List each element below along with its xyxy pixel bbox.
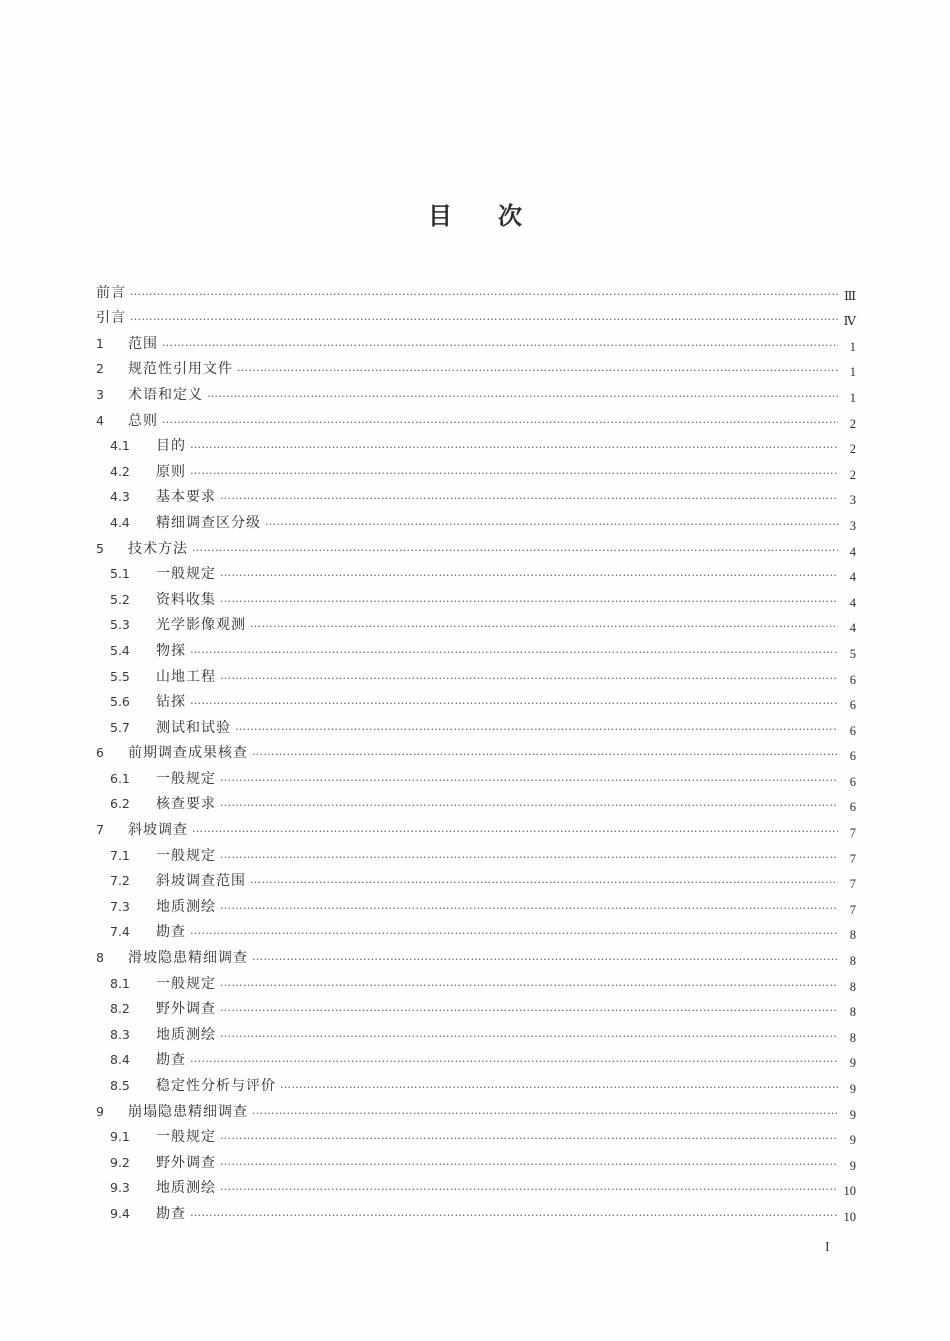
toc-entry-number: 5.4 <box>110 642 130 658</box>
toc-entry-label: 引言 <box>96 310 126 327</box>
dot-leader <box>192 541 838 557</box>
toc-entry-number: 4.1 <box>110 438 130 454</box>
dot-leader <box>237 361 838 377</box>
toc-entry[interactable] <box>96 660 856 686</box>
toc-entry-page: 4 <box>849 621 856 636</box>
toc-entry-number: 4 <box>96 412 104 428</box>
toc-entry-label: 一般规定 <box>156 1129 216 1146</box>
toc-entry-label: 一般规定 <box>156 770 216 787</box>
toc-entry[interactable] <box>96 762 856 788</box>
toc-entry-label: 地质测绘 <box>156 1026 216 1043</box>
dot-leader <box>220 1129 838 1145</box>
toc-entry-label: 技术方法 <box>128 540 188 557</box>
toc-entry[interactable] <box>96 634 856 660</box>
dot-leader <box>207 387 838 403</box>
toc-entry[interactable] <box>96 1018 856 1044</box>
toc-entry-label: 地质测绘 <box>156 1180 216 1197</box>
toc-entry-page: 7 <box>849 877 856 892</box>
toc-entry-page: 4 <box>849 595 856 610</box>
toc-entry[interactable] <box>96 302 856 328</box>
toc-entry[interactable] <box>96 1197 856 1223</box>
toc-entry[interactable] <box>96 481 856 507</box>
toc-entry-label: 斜坡调查范围 <box>156 873 246 890</box>
table-of-contents <box>96 276 856 1223</box>
dot-leader <box>220 566 838 582</box>
toc-entry[interactable] <box>96 506 856 532</box>
toc-entry-number: 7.4 <box>110 924 130 940</box>
dot-leader <box>190 694 838 710</box>
dot-leader <box>220 1027 838 1043</box>
dot-leader <box>220 489 838 505</box>
toc-entry-number: 5.6 <box>110 694 130 710</box>
toc-entry-label: 滑坡隐患精细调查 <box>128 950 248 967</box>
dot-leader <box>190 438 838 454</box>
title-char-1: 目 <box>428 202 452 230</box>
toc-entry-number: 1 <box>96 335 104 351</box>
toc-entry-number: 4.3 <box>110 489 130 505</box>
toc-entry-page: 9 <box>849 1082 856 1096</box>
toc-entry-page: 10 <box>843 1209 856 1224</box>
toc-entry[interactable] <box>96 993 856 1019</box>
toc-entry-page: 6 <box>849 800 856 815</box>
dot-leader <box>250 617 838 633</box>
toc-entry[interactable] <box>96 1044 856 1070</box>
toc-entry-label: 山地工程 <box>156 668 216 685</box>
page-title <box>0 196 950 231</box>
toc-entry-label: 范围 <box>128 335 158 352</box>
dot-leader <box>220 669 838 685</box>
toc-entry-label: 崩塌隐患精细调查 <box>128 1103 248 1120</box>
toc-entry-page: 1 <box>849 390 856 405</box>
toc-entry-number: 6 <box>96 745 104 761</box>
dot-leader <box>220 796 838 812</box>
toc-entry-page: 7 <box>849 826 856 841</box>
toc-entry[interactable] <box>96 378 856 404</box>
dot-leader <box>252 950 838 966</box>
toc-entry-number: 7.2 <box>110 873 130 889</box>
toc-entry-page: 9 <box>849 1056 856 1071</box>
toc-entry-page: 8 <box>849 928 856 943</box>
toc-entry-label: 目的 <box>156 438 186 455</box>
toc-entry-label: 前期调查成果核查 <box>128 745 248 762</box>
dot-leader <box>265 515 838 531</box>
toc-entry-page: 5 <box>849 646 856 661</box>
toc-entry[interactable] <box>96 916 856 942</box>
toc-entry-number: 8 <box>96 950 104 966</box>
toc-entry-page: 7 <box>849 851 856 866</box>
toc-entry[interactable] <box>96 430 856 456</box>
toc-entry-page: 7 <box>849 902 856 917</box>
toc-entry-label: 总则 <box>128 412 158 429</box>
dot-leader <box>192 822 838 838</box>
toc-entry-page: Ⅳ <box>843 314 856 329</box>
toc-entry-page: 6 <box>849 723 856 738</box>
toc-entry-number: 9.3 <box>110 1180 130 1196</box>
toc-entry-page: 8 <box>849 1005 856 1020</box>
toc-entry-page: 8 <box>849 1030 856 1045</box>
toc-entry[interactable] <box>96 865 856 891</box>
page-number: I <box>825 1240 830 1255</box>
toc-entry-number: 4.4 <box>110 514 130 530</box>
toc-entry[interactable] <box>96 327 856 353</box>
toc-entry-page: Ⅲ <box>843 288 856 303</box>
toc-entry-label: 核查要求 <box>156 796 216 813</box>
toc-entry-page: 9 <box>849 1107 856 1122</box>
toc-entry-page: 1 <box>849 339 856 354</box>
toc-entry[interactable] <box>96 711 856 737</box>
toc-entry-label: 一般规定 <box>156 566 216 583</box>
toc-entry[interactable] <box>96 686 856 712</box>
toc-entry-label: 资料收集 <box>156 591 216 608</box>
toc-entry-label: 物探 <box>156 642 186 659</box>
toc-entry-label: 精细调查区分级 <box>156 514 261 531</box>
toc-entry-label: 勘查 <box>156 1205 186 1222</box>
toc-entry-page: 3 <box>849 518 856 533</box>
toc-entry-label: 基本要求 <box>156 489 216 506</box>
toc-entry-number: 5.5 <box>110 668 130 684</box>
dot-leader <box>190 1052 838 1068</box>
toc-entry-page: 6 <box>849 672 856 687</box>
toc-entry-page: 3 <box>849 493 856 508</box>
toc-entry-label: 钻探 <box>156 694 186 711</box>
dot-leader <box>220 976 838 992</box>
toc-entry-number: 7.3 <box>110 898 130 914</box>
dot-leader <box>190 1206 838 1222</box>
dot-leader <box>250 873 838 889</box>
toc-entry[interactable] <box>96 1146 856 1172</box>
toc-entry-number: 9.4 <box>110 1205 130 1221</box>
toc-entry[interactable] <box>96 532 856 558</box>
toc-entry[interactable] <box>96 1069 856 1095</box>
toc-entry[interactable] <box>96 1095 856 1121</box>
dot-leader <box>130 310 838 326</box>
toc-entry-label: 野外调查 <box>156 1154 216 1171</box>
toc-entry-page: 2 <box>849 416 856 431</box>
toc-entry-number: 3 <box>96 386 104 402</box>
toc-entry-label: 一般规定 <box>156 975 216 992</box>
dot-leader <box>280 1078 838 1094</box>
toc-entry[interactable] <box>96 890 856 916</box>
toc-entry-number: 5.1 <box>110 566 130 582</box>
dot-leader <box>252 745 838 761</box>
toc-entry[interactable] <box>96 941 856 967</box>
toc-entry-page: 10 <box>843 1184 856 1199</box>
toc-entry-number: 5.3 <box>110 617 130 633</box>
toc-entry-number: 2 <box>96 361 104 377</box>
dot-leader <box>220 771 838 787</box>
toc-entry-number: 8.3 <box>110 1026 130 1042</box>
toc-entry-page: 4 <box>849 570 856 585</box>
toc-entry-label: 一般规定 <box>156 847 216 864</box>
toc-entry-number: 5 <box>96 540 104 556</box>
toc-entry-label: 原则 <box>156 463 186 480</box>
toc-entry-number: 8.4 <box>110 1052 130 1068</box>
dot-leader <box>190 464 838 480</box>
toc-entry-label: 光学影像观测 <box>156 617 246 634</box>
toc-entry-page: 6 <box>849 698 856 713</box>
dot-leader <box>190 643 838 659</box>
toc-entry[interactable] <box>96 1121 856 1147</box>
toc-entry[interactable] <box>96 813 856 839</box>
toc-entry-number: 6.2 <box>110 796 130 812</box>
toc-entry-number: 9.1 <box>110 1129 130 1145</box>
toc-entry-label: 前言 <box>96 284 126 301</box>
toc-entry-number: 5.2 <box>110 591 130 607</box>
dot-leader <box>162 336 838 352</box>
toc-entry-label: 稳定性分析与评价 <box>156 1078 276 1094</box>
toc-entry[interactable] <box>96 583 856 609</box>
toc-entry-page: 8 <box>849 979 856 994</box>
dot-leader <box>252 1104 838 1120</box>
toc-entry[interactable] <box>96 276 856 302</box>
toc-entry-number: 7.1 <box>110 847 130 863</box>
dot-leader <box>220 592 838 608</box>
toc-entry-label: 测试和试验 <box>156 719 231 736</box>
toc-entry-number: 6.1 <box>110 770 130 786</box>
toc-entry-label: 规范性引用文件 <box>128 361 233 378</box>
toc-entry-label: 斜坡调查 <box>128 822 188 839</box>
toc-entry-label: 勘查 <box>156 1052 186 1069</box>
toc-entry[interactable] <box>96 1172 856 1198</box>
dot-leader <box>235 720 838 736</box>
dot-leader <box>220 1155 838 1171</box>
toc-entry-number: 9.2 <box>110 1154 130 1170</box>
dot-leader <box>162 413 838 429</box>
toc-entry-label: 野外调查 <box>156 1001 216 1018</box>
toc-entry-page: 1 <box>849 365 856 380</box>
dot-leader <box>220 848 838 864</box>
toc-entry[interactable] <box>96 353 856 379</box>
toc-entry-label: 术语和定义 <box>128 386 203 403</box>
title-char-2: 次 <box>498 202 522 230</box>
dot-leader <box>220 899 838 915</box>
dot-leader <box>220 1001 838 1017</box>
toc-entry[interactable] <box>96 737 856 763</box>
toc-entry-number: 4.2 <box>110 463 130 479</box>
toc-entry-number: 9 <box>96 1103 104 1119</box>
toc-entry-page: 6 <box>849 749 856 764</box>
toc-entry-page: 6 <box>849 774 856 789</box>
toc-entry-page: 4 <box>849 544 856 559</box>
toc-entry-number: 8.5 <box>110 1078 130 1093</box>
toc-entry-page: 2 <box>849 467 856 482</box>
toc-entry-label: 地质测绘 <box>156 898 216 915</box>
toc-entry[interactable] <box>96 839 856 865</box>
toc-entry-number: 7 <box>96 822 104 838</box>
toc-entry[interactable] <box>96 967 856 993</box>
toc-entry-number: 8.2 <box>110 1001 130 1017</box>
toc-entry-number: 5.7 <box>110 719 130 735</box>
dot-leader <box>190 924 838 940</box>
toc-entry-page: 9 <box>849 1158 856 1173</box>
toc-entry[interactable] <box>96 788 856 814</box>
toc-entry[interactable] <box>96 558 856 584</box>
dot-leader <box>130 285 838 301</box>
dot-leader <box>220 1180 838 1196</box>
toc-entry-number: 8.1 <box>110 975 130 991</box>
toc-entry-label: 勘查 <box>156 924 186 941</box>
toc-entry-page: 8 <box>849 954 856 969</box>
toc-entry[interactable] <box>96 455 856 481</box>
toc-entry[interactable] <box>96 609 856 635</box>
toc-entry-page: 9 <box>849 1133 856 1148</box>
toc-entry[interactable] <box>96 404 856 430</box>
toc-entry-page: 2 <box>849 442 856 457</box>
